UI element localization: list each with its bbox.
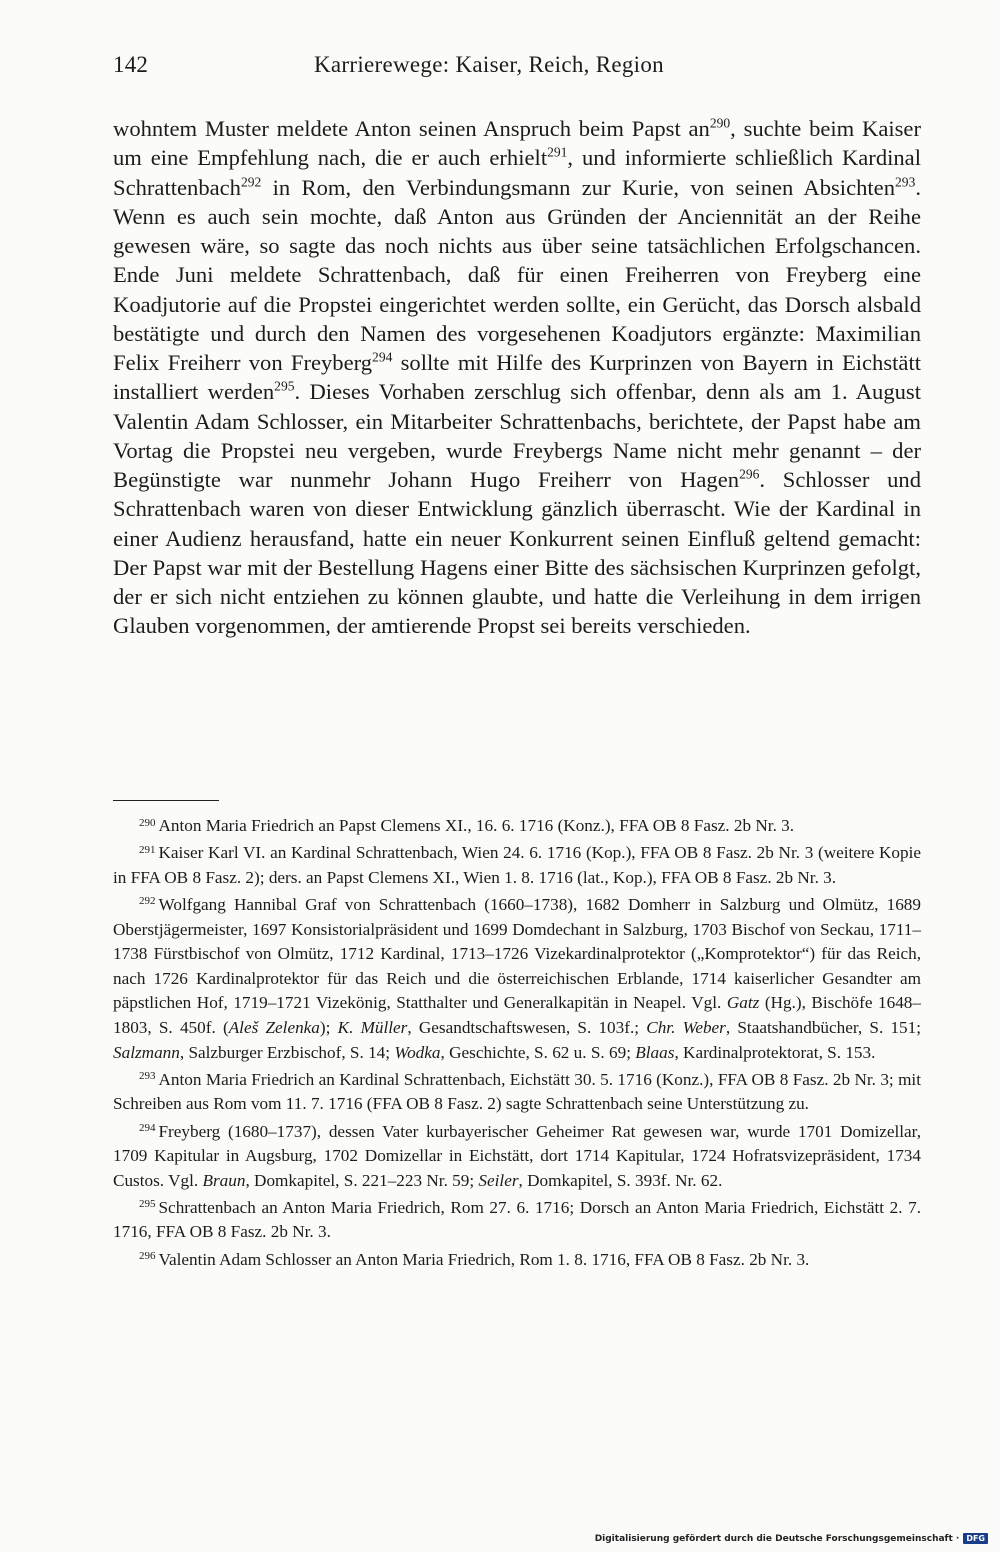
- footnote-text-run: , Staatshandbücher, S. 151;: [725, 1017, 922, 1037]
- page-number: 142: [113, 52, 149, 77]
- body-text-run: . Schlosser und Schrattenbach waren von dieser Entwicklung gänzlich überrascht. Wie der Kardinal in einer Audienz herausfand, hatte ein neuer Konkurrent seinen Einfluß geltend gemacht: Der Papst war mit der Bestellung Hagens einer Bitte des sächsischen Kurprinzen gefolgt, der er sich nicht entziehen zu können glaubte, und hatte die Verleihung in dem irrigen Glauben vorgenommen, der amtierende Propst sei bereits verschieden.: [113, 467, 921, 639]
- footnote-number: 291: [139, 843, 156, 856]
- footnote-ref[interactable]: 293: [895, 174, 916, 190]
- footnote-293: [113, 1068, 921, 1117]
- footnote-ref[interactable]: 290: [709, 115, 731, 131]
- footnote-number: 295: [139, 1198, 156, 1211]
- dfg-footer: [595, 1533, 988, 1544]
- footnotes: [113, 814, 921, 1275]
- footnote-italic-run: Braun: [202, 1170, 246, 1190]
- footnote-number: 296: [139, 1250, 156, 1263]
- footnote-italic-run: Blaas: [635, 1042, 675, 1062]
- footnote-text-run: Freyberg (1680–1737), dessen Vater kurbayerischer Geheimer Rat gewesen war, wurde 1701 Domizellar, 1709 Kapitular in Augsburg, 1702 Domizellar in Eichstätt, dort 1714 Kapitular, 1724 Hofratsvizepräsident, 1734 Custos. Vgl.: [113, 1121, 921, 1190]
- footnote-ref[interactable]: 294: [372, 349, 393, 365]
- running-head: Karrierewege: Kaiser, Reich, Region: [314, 52, 664, 77]
- footnote-296: [113, 1248, 921, 1273]
- body-text-run: . Wenn es auch sein mochte, daß Anton aus Gründen der Anciennität an der Reihe gewesen wäre, so sagte das noch nichts aus über seine tatsächlichen Erfolgschancen. Ende Juni meldete Schrattenbach, daß für einen Freiherren von Freyberg eine Koadjutorie auf die Propstei eingerichtet werden sollte, ein Gerücht, das Dorsch alsbald bestätigte und durch den Namen des vorgesehenen Koadjutors ergänzte: Maximilian Felix Freiherr von Freyberg: [113, 174, 921, 375]
- footnote-text-run: Valentin Adam Schlosser an Anton Maria Friedrich, Rom 1. 8. 1716, FFA OB 8 Fasz. 2b Nr. 3.: [158, 1249, 810, 1269]
- footnote-number: 292: [139, 895, 156, 908]
- footnote-text-run: , Domkapitel, S. 393f. Nr. 62.: [518, 1170, 723, 1190]
- body-paragraph: [113, 114, 921, 641]
- body-text-run: sollte mit Hilfe des Kurprinzen von Bayern in Eichstätt installiert werden: [113, 350, 921, 405]
- footnote-295: [113, 1196, 921, 1245]
- footnote-text-run: Schrattenbach an Anton Maria Friedrich, Rom 27. 6. 1716; Dorsch an Anton Maria Friedrich, Eichstätt 2. 7. 1716, FFA OB 8 Fasz. 2b Nr. 3.: [113, 1197, 921, 1242]
- footnote-italic-run: Aleš Zelenka: [228, 1017, 320, 1037]
- footnote-separator: [113, 800, 219, 801]
- footnote-text-run: , Domkapitel, S. 221–223 Nr. 59;: [245, 1170, 479, 1190]
- footnote-text-run: , Salzburger Erzbischof, S. 14;: [179, 1042, 395, 1062]
- footnote-text-run: , Gesandtschaftswesen, S. 103f.;: [407, 1017, 647, 1037]
- footnote-ref[interactable]: 291: [547, 144, 568, 160]
- footnote-number: 293: [139, 1070, 156, 1083]
- footnote-294: [113, 1120, 921, 1194]
- footnote-italic-run: Wodka: [394, 1042, 441, 1062]
- body-text-run: . Dieses Vorhaben zerschlug sich offenbar, denn als am 1. August Valentin Adam Schlosser, ein Mitarbeiter Schrattenbachs, berichtete, der Papst habe am Vortag die Propstei neu vergeben, wurde Freybergs Name nicht mehr genannt – der Begünstigte war nunmehr Johann Hugo Freiherr von Hagen: [113, 379, 921, 492]
- footnote-text-run: (Hg.), Bischöfe 1648–1803, S. 450f. (: [113, 993, 921, 1037]
- footnote-italic-run: K. Müller: [337, 1017, 408, 1037]
- footnote-ref[interactable]: 292: [240, 174, 262, 190]
- footnote-italic-run: Salzmann: [113, 1042, 180, 1062]
- footnote-number: 290: [139, 816, 156, 829]
- footnote-290: [113, 814, 921, 839]
- footnote-ref[interactable]: 295: [274, 378, 295, 394]
- footnote-text-run: );: [319, 1017, 338, 1037]
- footnote-italic-run: Seiler: [478, 1170, 519, 1190]
- footnote-text-run: , Kardinalprotektorat, S. 153.: [674, 1042, 876, 1062]
- body-text-run: , und informierte schließlich Kardinal Schrattenbach: [113, 145, 921, 200]
- footnote-text-run: Kaiser Karl VI. an Kardinal Schrattenbach, Wien 24. 6. 1716 (Kop.), FFA OB 8 Fasz. 2b Nr. 3 (weitere Kopie in FFA OB 8 Fasz. 2); ders. an Papst Clemens XI., Wien 1. 8. 1716 (lat., Kop.), FFA OB 8 Fasz. 2b Nr. 3.: [113, 843, 921, 887]
- footnote-italic-run: Gatz: [726, 993, 760, 1013]
- body-text-run: wohntem Muster meldete Anton seinen Anspruch beim Papst an: [113, 116, 710, 141]
- footnote-text-run: , Geschichte, S. 62 u. S. 69;: [440, 1042, 636, 1062]
- footnote-text-run: Wolfgang Hannibal Graf von Schrattenbach (1660–1738), 1682 Domherr in Salzburg und Olmütz, 1689 Oberstjägermeister, 1697 Konsistorialpräsident und 1699 Domdechant in Salzburg, 1703 Bischof von Seckau, 1711–1738 Fürstbischof von Olmütz, 1712 Kardinal, 1713–1726 Vizekardinalprotektor („Komprotektor“) für das Reich, nach 1726 Kardinalprotektor für das Reich und die österreichischen Erblande, 1714 kaiserlicher Gesandter am päpstlichen Hof, 1719–1721 Vizekönig, Statthalter und Generalkapitän in Neapel. Vgl.: [113, 894, 921, 1013]
- dfg-logo: DFG: [963, 1533, 988, 1544]
- body-text-run: , suchte beim Kaiser um eine Empfehlung nach, die er auch erhielt: [113, 116, 921, 171]
- footnote-text-run: Anton Maria Friedrich an Kardinal Schrattenbach, Eichstätt 30. 5. 1716 (Konz.), FFA OB 8 Fasz. 2b Nr. 3; mit Schreiben aus Rom vom 11. 7. 1716 (FFA OB 8 Fasz. 2) sagte Schrattenbach seine Unterstützung zu.: [113, 1069, 921, 1114]
- footnote-number: 294: [139, 1122, 156, 1134]
- footnote-292: [113, 893, 921, 1065]
- footnote-italic-run: Chr. Weber: [646, 1017, 726, 1037]
- footnote-text-run: Anton Maria Friedrich an Papst Clemens XI., 16. 6. 1716 (Konz.), FFA OB 8 Fasz. 2b Nr. 3.: [158, 816, 795, 835]
- footnote-ref[interactable]: 296: [739, 466, 760, 482]
- body-text-run: in Rom, den Verbindungsmann zur Kurie, von seinen Absichten: [261, 174, 896, 200]
- dfg-notice: Digitalisierung gefördert durch die Deutsche Forschungsgemeinschaft ·: [594, 1533, 960, 1544]
- footnote-291: [113, 841, 921, 890]
